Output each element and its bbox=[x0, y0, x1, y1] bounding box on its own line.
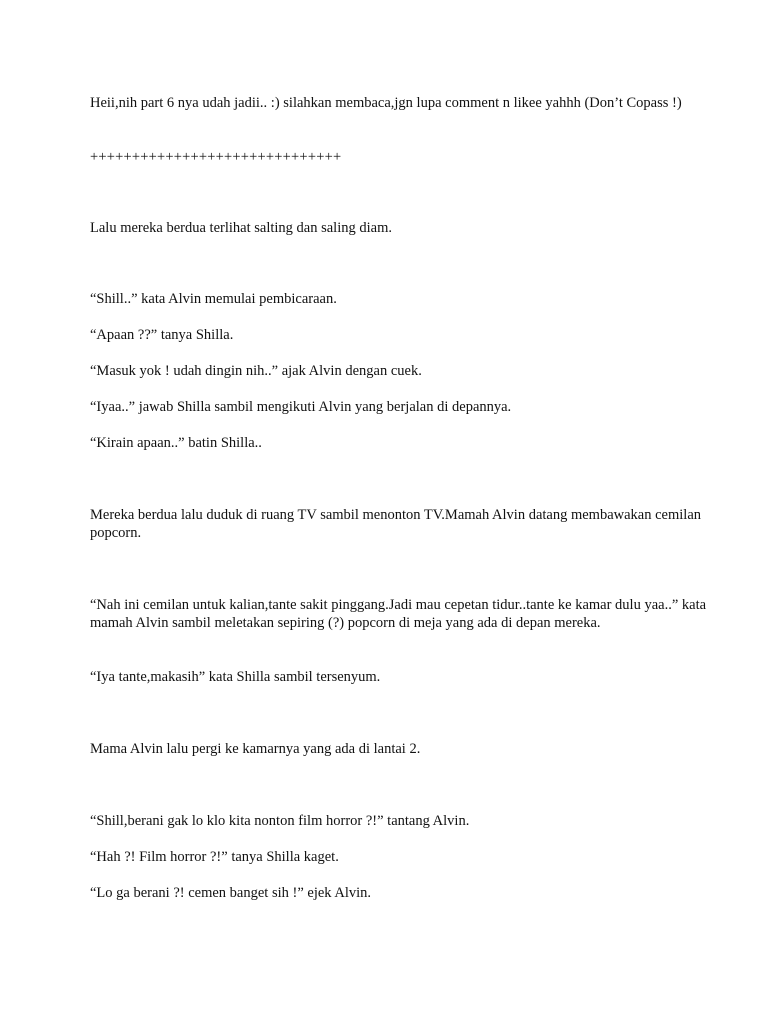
dialogue-line: “Iya tante,makasih” kata Shilla sambil tersenyum. bbox=[90, 669, 381, 685]
dialogue-line: “Kirain apaan..” batin Shilla.. bbox=[90, 435, 262, 451]
dialogue-line: “Shill,berani gak lo klo kita nonton film horror ?!” tantang Alvin. bbox=[90, 813, 470, 829]
intro-paragraph: Heii,nih part 6 nya udah jadii.. :) silahkan membaca,jgn lupa comment n likee yahhh (Don’t Copass !) bbox=[90, 95, 682, 111]
dialogue-line: “Apaan ??” tanya Shilla. bbox=[90, 327, 234, 343]
dialogue-line: “Shill..” kata Alvin memulai pembicaraan. bbox=[90, 291, 337, 307]
dialogue-paragraph: “Nah ini cemilan untuk kalian,tante sakit pinggang.Jadi mau cepetan tidur..tante ke kamar dulu yaa..” kata mamah Alvin sambil meletakan sepiring (?) popcorn di meja yang ada di depan mereka. bbox=[90, 597, 707, 631]
story-paragraph: Mama Alvin lalu pergi ke kamarnya yang ada di lantai 2. bbox=[90, 741, 421, 757]
dialogue-line: “Lo ga berani ?! cemen banget sih !” ejek Alvin. bbox=[90, 885, 372, 901]
story-paragraph: Mereka berdua lalu duduk di ruang TV sambil menonton TV.Mamah Alvin datang membawakan cemilan popcorn. bbox=[90, 507, 702, 541]
dialogue-line: “Hah ?! Film horror ?!” tanya Shilla kaget. bbox=[90, 849, 339, 865]
dialogue-line: “Iyaa..” jawab Shilla sambil mengikuti Alvin yang berjalan di depannya. bbox=[90, 399, 512, 415]
separator-line: ++++++++++++++++++++++++++++++ bbox=[90, 149, 342, 165]
story-paragraph: Lalu mereka berdua terlihat salting dan saling diam. bbox=[90, 220, 392, 236]
dialogue-line: “Masuk yok ! udah dingin nih..” ajak Alvin dengan cuek. bbox=[90, 363, 422, 379]
